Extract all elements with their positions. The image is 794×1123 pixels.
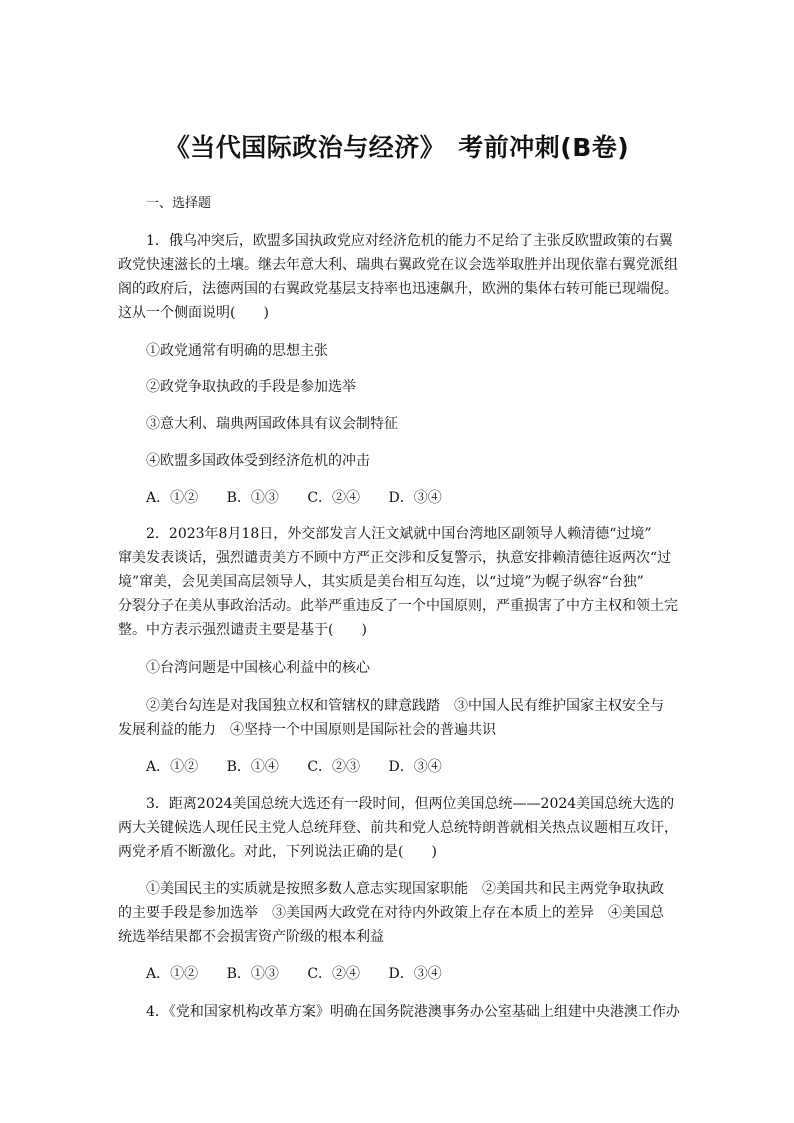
question-2-line: 境”窜美，会见美国高层领导人，其实质是美台相互勾连，以“过境”为幌子纵容“台独”: [118, 574, 644, 590]
question-3-line: 两党矛盾不断激化。对此，下列说法正确的是( ): [118, 844, 437, 860]
question-3-option-line: ①美国民主的实质就是按照多数人意志实现国家职能 ②美国共和民主两党争取执政: [146, 881, 664, 897]
question-2-line: 整。中方表示强烈谴责主要是基于( ): [118, 622, 367, 638]
question-4-stem: [118, 1000, 678, 1024]
question-1-choices: [146, 488, 466, 508]
question-3-choices: [146, 964, 466, 984]
question-2-option-para: [118, 694, 678, 742]
choice-b[interactable]: B．①③: [226, 966, 279, 982]
choice-c[interactable]: C．②④: [307, 490, 361, 506]
question-2-line: 分裂分子在美从事政治活动。此举严重违反了一个中国原则，严重损害了中方主权和领土完: [118, 598, 678, 614]
question-1-option: ④欧盟多国政体受到经济危机的冲击: [146, 453, 370, 469]
question-2-option-line: ②美台勾连是对我国独立权和管辖权的肆意践踏 ③中国人民有维护国家主权安全与: [146, 698, 664, 714]
question-2-option: ①台湾问题是中国核心利益中的核心: [146, 660, 370, 676]
question-1-option: ②政党争取执政的手段是参加选举: [146, 379, 356, 395]
choice-c[interactable]: C．②④: [307, 966, 361, 982]
question-3-line: 3．距离2024美国总统大选还有一段时间，但两位美国总统——2024美国总统大选的: [146, 796, 675, 812]
choice-d[interactable]: D．③④: [388, 490, 442, 506]
question-3-stem: [118, 792, 678, 864]
page-title: 《当代国际政治与经济》 考前冲刺(B卷): [164, 133, 630, 162]
question-3-option-para: [118, 877, 678, 949]
choice-a[interactable]: A．①②: [146, 759, 199, 775]
question-1-option: ①政党通常有明确的思想主张: [146, 343, 328, 359]
section-heading: 一、选择题: [146, 196, 212, 211]
question-3-option-line: 的主要手段是参加选举 ③美国两大政党在对待内外政策上存在本质上的差异 ④美国总: [118, 905, 664, 921]
question-1-line: 1．俄乌冲突后，欧盟多国执政党应对经济危机的能力不足给了主张反欧盟政策的右翼: [146, 233, 673, 249]
choice-d[interactable]: D．③④: [388, 759, 442, 775]
question-1-line: 政党快速滋长的土壤。继去年意大利、瑞典右翼政党在议会选举取胜并出现依靠右翼党派组: [118, 257, 678, 273]
question-1-line: 阁的政府后，法德两国的右翼政党基层支持率也迅速飙升，欧洲的集体右转可能已现端倪。: [118, 281, 678, 297]
question-4-line: 4．《党和国家机构改革方案》明确在国务院港澳事务办公室基础上组建中央港澳工作办: [146, 1004, 680, 1020]
choice-b[interactable]: B．①④: [226, 759, 279, 775]
question-3-option-line: 统选举结果都不会损害资产阶级的根本利益: [118, 929, 384, 945]
question-1-line: 这从一个侧面说明( ): [118, 305, 269, 321]
question-2-line: 窜美发表谈话，强烈谴责美方不顾中方严正交涉和反复警示，执意安排赖清德往返两次“过: [118, 550, 672, 566]
choice-a[interactable]: A．①②: [146, 966, 199, 982]
choice-b[interactable]: B．①③: [226, 490, 279, 506]
choice-c[interactable]: C．②③: [307, 759, 361, 775]
question-2-line: 2．2023年8月18日，外交部发言人汪文斌就中国台湾地区副领导人赖清德“过境”: [146, 526, 652, 542]
question-2-choices: [146, 757, 466, 777]
question-1-stem: [118, 229, 678, 325]
choice-a[interactable]: A．①②: [146, 490, 199, 506]
question-2-stem: [118, 522, 678, 642]
question-2-option-line: 发展利益的能力 ④坚持一个中国原则是国际社会的普遍共识: [118, 722, 496, 738]
question-3-line: 两大关键候选人现任民主党人总统拜登、前共和党人总统特朗普就相关热点议题相互攻讦，: [118, 820, 678, 836]
choice-d[interactable]: D．③④: [388, 966, 442, 982]
question-1-option: ③意大利、瑞典两国政体具有议会制特征: [146, 416, 398, 432]
